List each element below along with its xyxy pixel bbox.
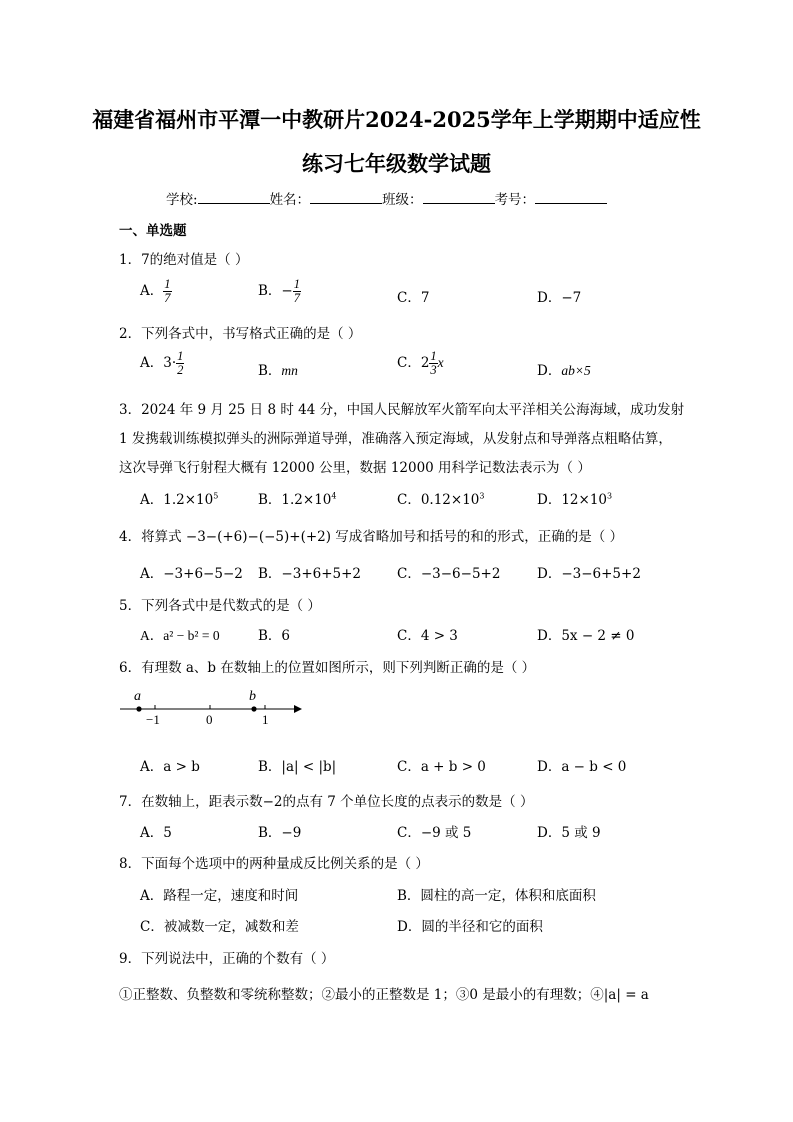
q6-option-d: D．a − b < 0 <box>537 759 627 775</box>
q7-stem: 7．在数轴上，距表示数−2的点有 7 个单位长度的点表示的数是（ ） <box>119 794 534 810</box>
q1-option-a: A． $\frac{1}{7}$ <box>140 277 171 306</box>
q2-option-d: D．ab×5 <box>537 363 591 379</box>
number-field[interactable] <box>535 191 607 204</box>
tick-label-0: 0 <box>206 712 213 727</box>
q5-option-b: B．6 <box>258 628 291 644</box>
q2-stem: 2．下列各式中，书写格式正确的是（ ） <box>119 326 362 342</box>
q8-option-c: C．被减数一定，减数和差 <box>140 919 299 935</box>
q3-option-d: D．$12\times 10^3$ <box>537 491 613 508</box>
q1-option-c: C．7 <box>397 290 430 306</box>
q9-stem: 9．下列说法中，正确的个数有（ ） <box>119 951 335 967</box>
q2-a-fraction: $\frac{1}{2}$ <box>177 349 184 378</box>
q7-option-a: A．5 <box>140 825 172 841</box>
label-b: b <box>249 689 256 704</box>
q3-line3: 这次导弹飞行射程大概有 12000 公里，数据 12000 用科学记数法表示为（ ） <box>119 460 591 476</box>
section-heading: 一、单选题 <box>119 223 187 239</box>
q7-option-d: D．5 或 9 <box>537 825 601 841</box>
q7-option-b: B．−9 <box>258 825 302 841</box>
number-label: 考号： <box>494 192 536 208</box>
q8-option-b: B．圆柱的高一定，体积和底面积 <box>397 888 596 904</box>
q1-stem: 1．7的绝对值是（ ） <box>119 252 249 268</box>
q5-option-a: A．a² − b² = 0 <box>140 628 220 643</box>
tick-label-1: 1 <box>262 712 269 727</box>
q5-stem: 5．下列各式中是代数式的是（ ） <box>119 598 321 614</box>
q4-option-c: C．−3−6−5+2 <box>397 566 501 582</box>
page-title-line2: 练习七年级数学试题 <box>302 151 491 176</box>
q3-line2: 1 发携载训练模拟弹头的洲际弹道导弹，准确落入预定海域，从发射点和导弹落点粗略估算， <box>119 431 672 447</box>
class-field[interactable] <box>423 191 495 204</box>
q3-option-b: B．$1.2\times 10^4$ <box>258 491 337 508</box>
q2-option-c: C．2 $\frac{1}{3}$ x <box>397 349 444 378</box>
q1-option-b: B．− $\frac{1}{7}$ <box>258 277 300 306</box>
q2-option-a: A．3· $\frac{1}{2}$ <box>140 349 184 378</box>
q6-stem: 6．有理数 a、b 在数轴上的位置如图所示，则下列判断正确的是（ ） <box>119 660 536 676</box>
q6-option-b: B．|a| < |b| <box>258 759 337 775</box>
point-b <box>251 706 256 711</box>
q6-option-c: C．a + b > 0 <box>397 759 486 775</box>
q3-option-a: A．$1.2\times 10^5$ <box>140 491 219 508</box>
q7-option-c: C．−9 或 5 <box>397 825 472 841</box>
q4-stem: 4．将算式 −3−(+6)−(−5)+(+2) 写成省略加号和括号的和的形式，正确的是（ ） <box>119 529 624 545</box>
q1-b-fraction: $\frac{1}{7}$ <box>293 277 300 306</box>
class-label: 班级： <box>382 192 423 208</box>
q8-stem: 8．下面每个选项中的两种量成反比例关系的是（ ） <box>119 856 429 872</box>
q4-option-d: D．−3−6+5+2 <box>537 566 641 582</box>
name-field[interactable] <box>310 191 382 204</box>
q1-option-d: D．−7 <box>537 290 582 306</box>
tick-label-neg1: −1 <box>146 712 160 727</box>
q9-statements: ①正整数、负整数和零统称整数；②最小的正整数是 1；③0 是最小的有理数；④|a| = a <box>119 987 649 1003</box>
number-line-figure <box>118 684 318 728</box>
q2-c-fraction: $\frac{1}{3}$ <box>430 349 437 378</box>
name-label: 姓名： <box>269 192 311 208</box>
school-field[interactable] <box>198 191 270 204</box>
q4-option-b: B．−3+6+5+2 <box>258 566 362 582</box>
student-info-line <box>166 188 607 208</box>
q6-option-a: A．a > b <box>140 759 200 775</box>
q3-option-c: C．$0.12\times 10^3$ <box>397 491 485 508</box>
school-label: 学校: <box>166 192 198 208</box>
number-line-arrow <box>294 705 302 713</box>
q5-option-d: D．5x − 2 ≠ 0 <box>537 628 635 644</box>
label-a: a <box>134 689 141 704</box>
q8-option-a: A．路程一定，速度和时间 <box>140 888 299 904</box>
q3-line1: 3．2024 年 9 月 25 日 8 时 44 分，中国人民解放军火箭军向太平洋相关公海海域，成功发射 <box>119 402 685 418</box>
point-a <box>136 706 141 711</box>
page-title-line1: 福建省福州市平潭一中教研片2024-2025学年上学期期中适应性 <box>92 107 701 132</box>
q1-a-fraction: $\frac{1}{7}$ <box>164 277 171 306</box>
q8-option-d: D．圆的半径和它的面积 <box>397 919 543 935</box>
q5-option-c: C．4 > 3 <box>397 628 458 644</box>
q4-option-a: A．−3+6−5−2 <box>140 566 243 582</box>
q2-option-b: B．mn <box>258 363 298 379</box>
